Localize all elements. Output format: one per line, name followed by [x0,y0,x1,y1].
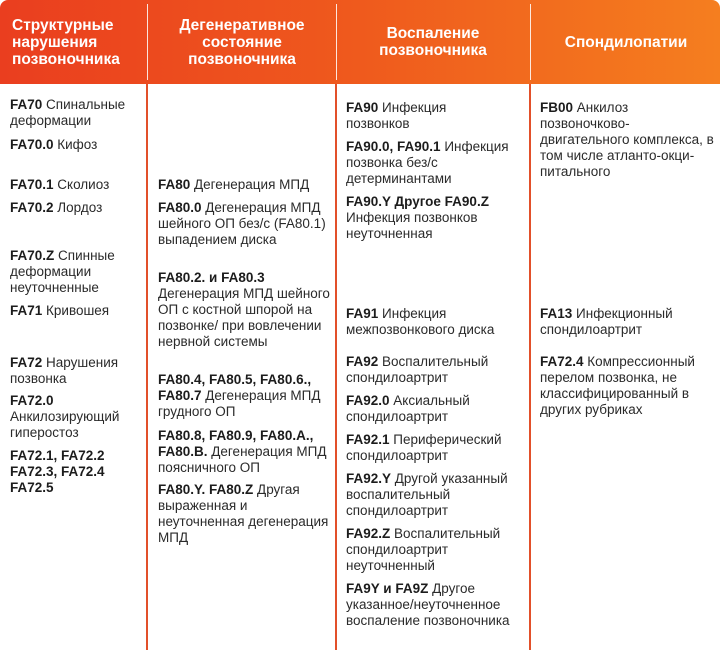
code-entry: FA91 Инфекция межпозвонкового диска [346,306,495,337]
code-entry: FB00 Анкилоз позвоночково-двигательного комплекса, в том числе атланто-окци-питального [540,100,714,179]
header-divider [147,4,148,80]
code-entry: FA9Y и FA9Z Другое указанное/неуточненное воспаление позвоночника [346,581,510,628]
code-entry: FA70.1 Сколиоз [10,177,110,192]
header-spondylopathies: Спондилопатии [564,33,688,51]
code-entry: FA72.0 Анкилозирующий гиперостоз [10,393,120,440]
code-entry: FA72 Нарушения позвонка [10,355,119,386]
code-entry: FA71 Кривошея [10,303,110,318]
code-entry: FA13 Инфекционный спондилоартрит [540,306,673,337]
code-entry: FA92 Воспалительный спондилоартрит [346,354,489,385]
header-structural: Структурные нарушения позвоночника [12,16,120,68]
code-entry: FA80.Y. FA80.Z Другая выраженная и неуточненная дегенерация МПД [158,482,329,545]
header-divider [336,4,337,80]
code-entry: FA70 Спинальные деформации [10,97,126,128]
code-entry: FA80.4, FA80.5, FA80.6., FA80.7 Дегенерация МПД грудного ОП [158,372,321,419]
column-divider [529,84,531,650]
code-entry: FA72.4 Компрессионный перелом позвонка, не классифицированный в других рубриках [540,354,695,417]
code-entry: FA90 Инфекция позвонков [346,100,447,131]
code-entry: FA80.8, FA80.9, FA80.A., FA80.B. Дегенерация МПД поясничного ОП [158,428,327,475]
code-entry: FA72.1, FA72.2 FA72.3, FA72.4 FA72.5 [10,448,105,495]
code-entry: FA70.0 Кифоз [10,137,98,152]
column-divider [335,84,337,650]
table-header [0,0,720,84]
column-divider [146,84,148,650]
header-divider [530,4,531,80]
code-entry: FA92.Y Другой указанный воспалительный спондилоартрит [346,471,508,518]
code-entry: FA92.1 Периферический спондилоартрит [346,432,502,463]
code-entry: FA90.0, FA90.1 Инфекция позвонка без/с детерминантами [346,139,509,186]
code-entry: FA80.0 Дегенерация МПД шейного ОП без/с (FA80.1) выпадением диска [158,200,326,247]
code-entry: FA90.Y Другое FA90.Z Инфекция позвонков неуточненная [346,194,489,241]
code-entry: FA70.2 Лордоз [10,200,103,215]
header-inflammation: Воспаление позвоночника [379,25,487,59]
code-entry: FA80.2. и FA80.3 Дегенерация МПД шейного ОП с костной шпорой на позвонке/ при вовлечении нервной системы [158,270,330,349]
header-degenerative: Дегенеративное состояние позвоночника [179,16,305,68]
code-entry: FA70.Z Спинные деформации неуточненные [10,248,115,295]
code-entry: FA92.0 Аксиальный спондилоартрит [346,393,470,424]
code-entry: FA80 Дегенерация МПД [158,177,310,192]
code-entry: FA92.Z Воспалительный спондилоартрит неуточненный [346,526,501,573]
